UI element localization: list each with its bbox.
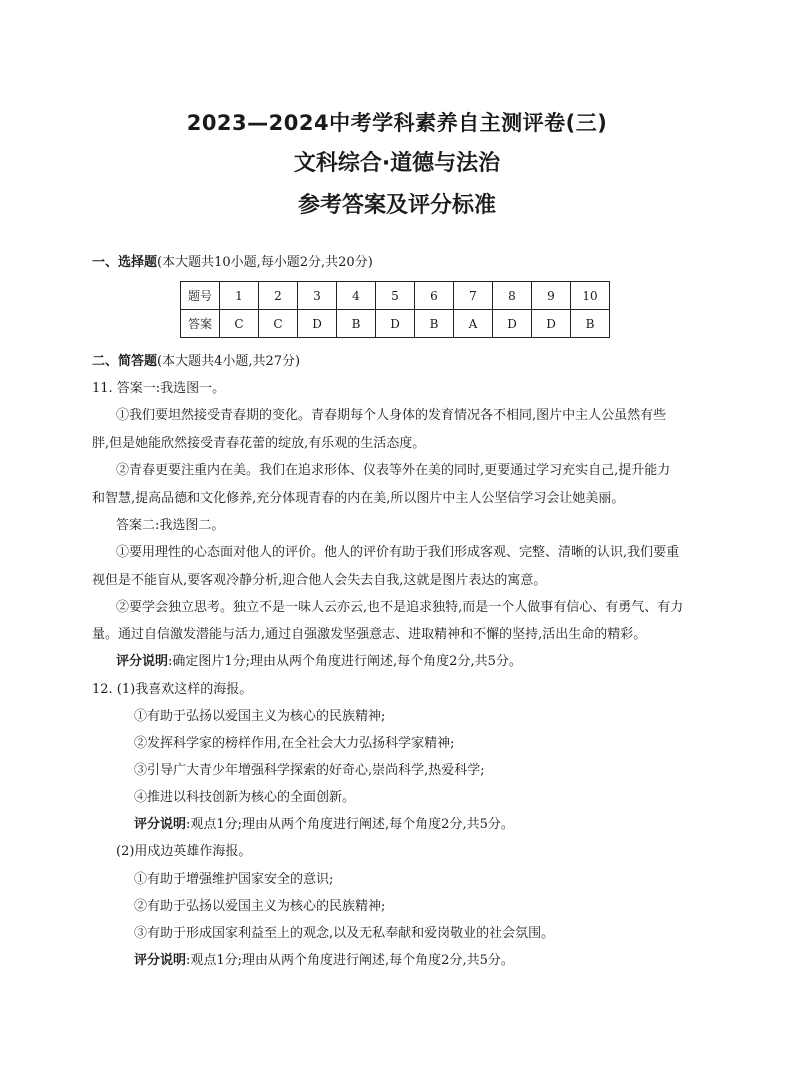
- q12-line: ①有助于增强维护国家安全的意识;: [134, 872, 334, 887]
- table-cell: D: [493, 310, 532, 338]
- scoring-text: :观点1分;理由从两个角度进行阐述,每个角度2分,共5分。: [186, 953, 514, 968]
- title-block: [0, 104, 794, 226]
- answer-table: [180, 281, 610, 338]
- q12-line: ③有助于形成国家利益至上的观念,以及无私奉献和爱岗敬业的社会氛围。: [134, 926, 555, 941]
- table-cell: 8: [493, 282, 532, 310]
- table-cell: 6: [415, 282, 454, 310]
- q12-scoring-note-2: [134, 949, 514, 968]
- q12-line: ②发挥科学家的榜样作用,在全社会大力弘扬科学家精神;: [134, 736, 455, 751]
- table-cell: B: [415, 310, 454, 338]
- q11-line: ①我们要坦然接受青春期的变化。青春期每个人身体的发育情况各不相同,图片中主人公虽然有些: [116, 408, 667, 423]
- q11-line: 11. 答案一:我选图一。: [92, 381, 226, 396]
- scoring-label: 评分说明: [134, 817, 187, 832]
- section-1-heading: [92, 251, 373, 270]
- table-cell: 9: [532, 282, 571, 310]
- table-row-numbers: [181, 282, 610, 310]
- table-cell: 1: [220, 282, 259, 310]
- q11-line: 答案二:我选图二。: [116, 518, 225, 533]
- q11-line: 和智慧,提高品德和文化修养,充分体现青春的内在美,所以图片中主人公坚信学习会让她美丽。: [92, 491, 625, 506]
- document-title: 2023—2024中考学科素养自主测评卷(三): [186, 111, 608, 135]
- q12-line: ④推进以科技创新为核心的全面创新。: [134, 790, 356, 805]
- table-cell: 4: [337, 282, 376, 310]
- table-cell: D: [532, 310, 571, 338]
- q11-line: ②要学会独立思考。独立不是一味人云亦云,也不是追求独特,而是一个人做事有信心、有勇气、有力: [116, 600, 684, 615]
- table-cell: 7: [454, 282, 493, 310]
- scoring-text: :观点1分;理由从两个角度进行阐述,每个角度2分,共5分。: [186, 817, 514, 832]
- table-cell: B: [571, 310, 610, 338]
- q12-scoring-note-1: [134, 813, 514, 832]
- section-1-label: 一、选择题: [92, 255, 158, 270]
- q11-line: 视但是不能盲从,要客观冷静分析,迎合他人会失去自我,这就是图片表达的寓意。: [92, 573, 547, 588]
- table-cell: C: [259, 310, 298, 338]
- section-1-note: (本大题共10小题,每小题2分,共20分): [157, 255, 373, 270]
- table-cell: A: [454, 310, 493, 338]
- table-cell: C: [220, 310, 259, 338]
- q11-line: 量。通过自信激发潜能与活力,通过自强激发坚强意志、进取精神和不懈的坚持,活出生命的精彩。: [92, 627, 647, 642]
- table-cell: 3: [298, 282, 337, 310]
- scoring-label: 评分说明: [134, 953, 187, 968]
- q12-line: 12. (1)我喜欢这样的海报。: [92, 682, 253, 697]
- section-2-heading: [92, 350, 300, 369]
- q11-line: ②青春更要注重内在美。我们在追求形体、仪表等外在美的同时,更要通过学习充实自己,提升能力: [116, 463, 671, 478]
- table-cell: D: [298, 310, 337, 338]
- document-subtitle: 文科综合·道德与法治: [293, 151, 501, 176]
- table-cell: B: [337, 310, 376, 338]
- q12-line: ②有助于弘扬以爱国主义为核心的民族精神;: [134, 899, 386, 914]
- scoring-label: 评分说明: [116, 654, 169, 669]
- q11-line: ①要用理性的心态面对他人的评价。他人的评价有助于我们形成客观、完整、清晰的认识,我们要重: [116, 545, 680, 560]
- q12-line: ①有助于弘扬以爱国主义为核心的民族精神;: [134, 709, 386, 724]
- section-2-label: 二、简答题: [92, 354, 158, 369]
- q12-line: ③引导广大青少年增强科学探索的好奇心,崇尚科学,热爱科学;: [134, 763, 485, 778]
- q12-line: (2)用戍边英雄作海报。: [116, 844, 252, 859]
- row-label-answer: 答案: [181, 310, 220, 338]
- table-cell: 10: [571, 282, 610, 310]
- q11-line: 胖,但是她能欣然接受青春花蕾的绽放,有乐观的生活态度。: [92, 436, 426, 451]
- q11-scoring-note: [116, 650, 522, 669]
- table-row-answers: [181, 310, 610, 338]
- scoring-text: :确定图片1分;理由从两个角度进行阐述,每个角度2分,共5分。: [168, 654, 522, 669]
- document-subtitle-2: 参考答案及评分标准: [297, 193, 496, 218]
- row-label-number: 题号: [181, 282, 220, 310]
- table-cell: D: [376, 310, 415, 338]
- table-cell: 5: [376, 282, 415, 310]
- section-2-note: (本大题共4小题,共27分): [157, 354, 301, 369]
- table-cell: 2: [259, 282, 298, 310]
